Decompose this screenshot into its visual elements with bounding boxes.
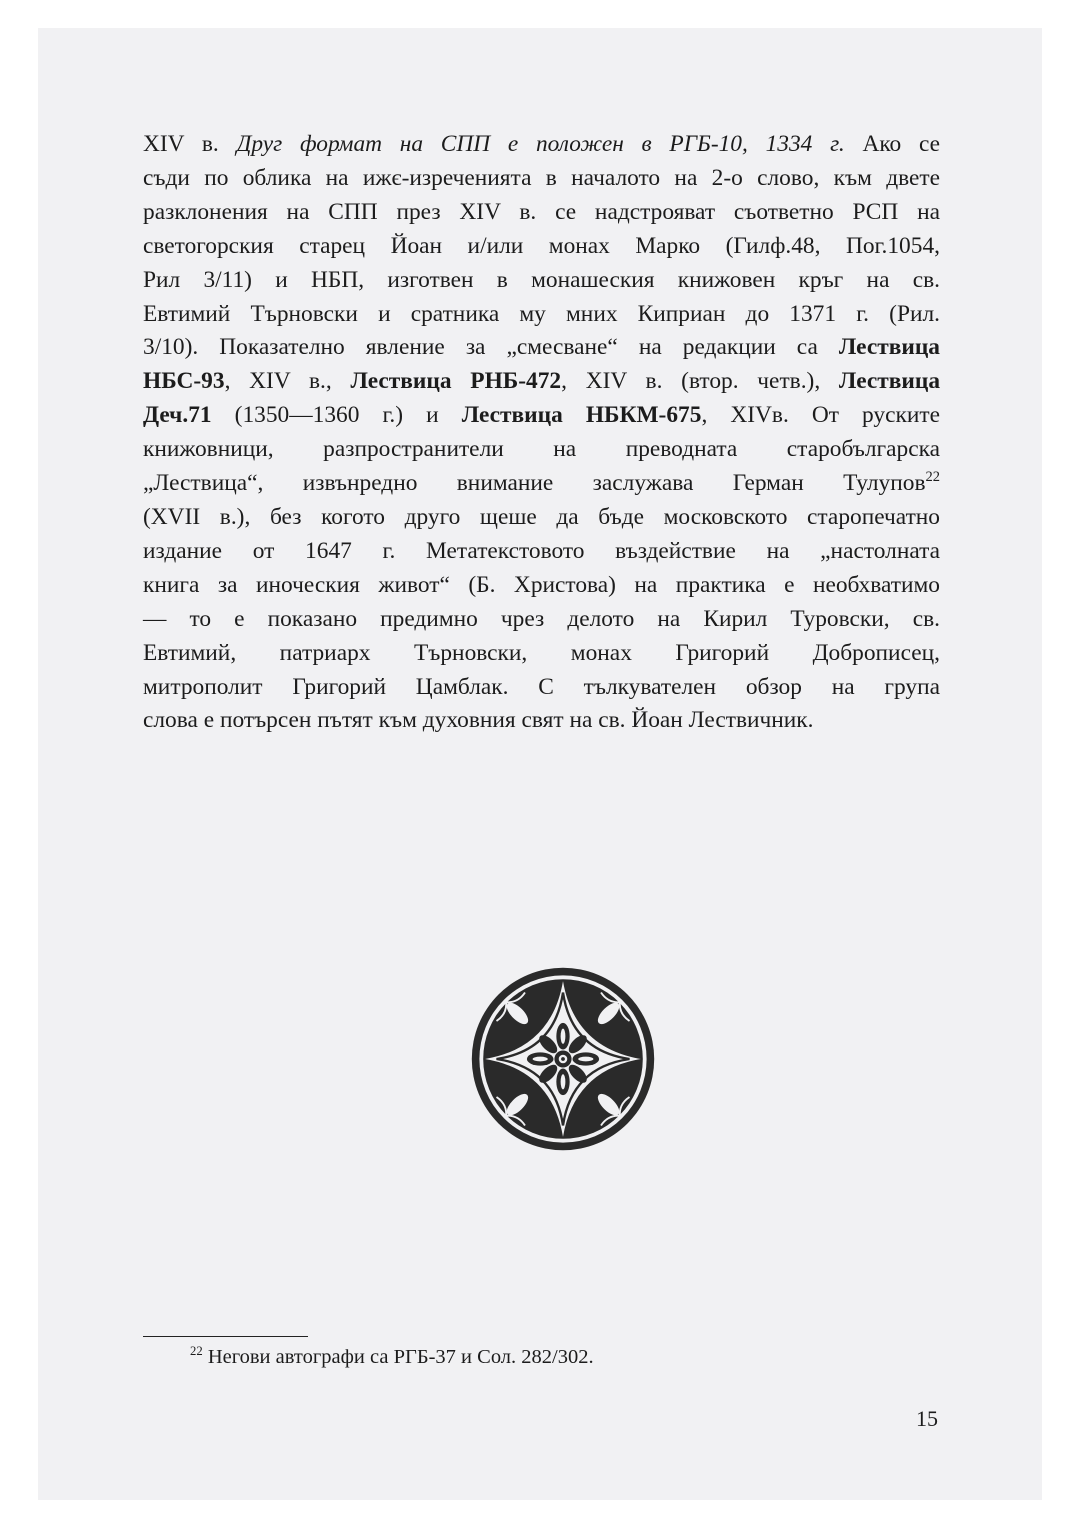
text-line (143, 535, 940, 569)
text-line (143, 569, 940, 603)
text-line (143, 467, 940, 501)
text-run: съди по облика на ижє-изреченията в началото на 2-о слово, към двете (143, 164, 940, 191)
text-line (143, 196, 940, 230)
text-run: разклонения на СПП през XIV в. се надстрояват съответно РСП на (143, 198, 940, 225)
text-line (143, 264, 940, 298)
footnote-divider (143, 1336, 308, 1337)
text-line (143, 501, 940, 535)
text-run: — то е показано предимно чрез делото на Кирил Туровски, св. (143, 605, 940, 632)
text-run: (1350—1360 г.) и (211, 402, 462, 429)
text-run: издание от 1647 г. Метатекстовото въздействие на „настолната (143, 537, 940, 564)
text-run: , XIV в. (втор. четв.), (561, 368, 839, 395)
text-line (143, 399, 940, 433)
text-line (143, 162, 940, 196)
text-run: слова е потърсен пътят към духовния свят на св. Йоан Лествичник. (143, 707, 814, 734)
text-run: „Лествица“, извънредно внимание заслужава Герман Тулупов (143, 470, 926, 497)
text-run: Лествица РНБ-472 (350, 368, 562, 395)
body-text (143, 128, 940, 738)
text-line (143, 603, 940, 637)
text-run: Лествица НБКМ-675 (461, 402, 702, 429)
text-line (143, 298, 940, 332)
text-run: Лествица (838, 368, 941, 395)
text-run: НБС-93 (143, 368, 225, 395)
text-run: , XIV в., (224, 368, 351, 395)
text-run: светогорския старец Йоан и/или монах Марко (Гилф.48, Пог.1054, (143, 232, 940, 259)
rosette-ornament (468, 964, 658, 1154)
text-run: Деч.71 (143, 402, 212, 429)
text-line (143, 671, 940, 705)
text-run: , XIVв. От руските (701, 402, 940, 429)
text-run: 22 (925, 469, 940, 486)
text-run: Лествица (838, 334, 940, 361)
text-line (143, 365, 940, 399)
footnote-text: Негови автографи са РГБ-37 и Сол. 282/302. (202, 1346, 594, 1368)
footnote-number: 22 (190, 1344, 203, 1359)
text-line (143, 704, 940, 738)
text-line (143, 128, 940, 162)
text-run: Евтимий, патриарх Търновски, монах Григорий Доброписец, (143, 639, 940, 666)
text-line (143, 637, 940, 671)
footnote (190, 1346, 594, 1369)
text-run: XIV в. (143, 131, 237, 157)
text-run: Друг формат на СПП е положен в РГБ-10, 1334 г. (236, 131, 845, 157)
text-line (143, 331, 940, 365)
page-number: 15 (916, 1406, 938, 1431)
text-line (143, 230, 940, 264)
text-run: (XVII в.), без когото друго щеше да бъде московското старопечатно (143, 503, 940, 530)
text-run: Ако се (844, 131, 940, 157)
text-run: 3/10). Показателно явление за „смесване“ на редакции са (143, 334, 839, 361)
text-run: книжовници, разпространители на преводната старобългарска (143, 436, 940, 463)
text-run: митрополит Григорий Цамблак. С тълкувателен обзор на група (143, 673, 940, 700)
text-run: книга за иноческия живот“ (Б. Христова) на практика е необхватимо (143, 571, 940, 598)
text-run: Рил 3/11) и НБП, изготвен в монашеския книжовен кръг на св. (143, 266, 940, 293)
text-run: Евтимий Търновски и сратника му мних Киприан до 1371 г. (Рил. (143, 300, 940, 327)
text-line (143, 433, 940, 467)
